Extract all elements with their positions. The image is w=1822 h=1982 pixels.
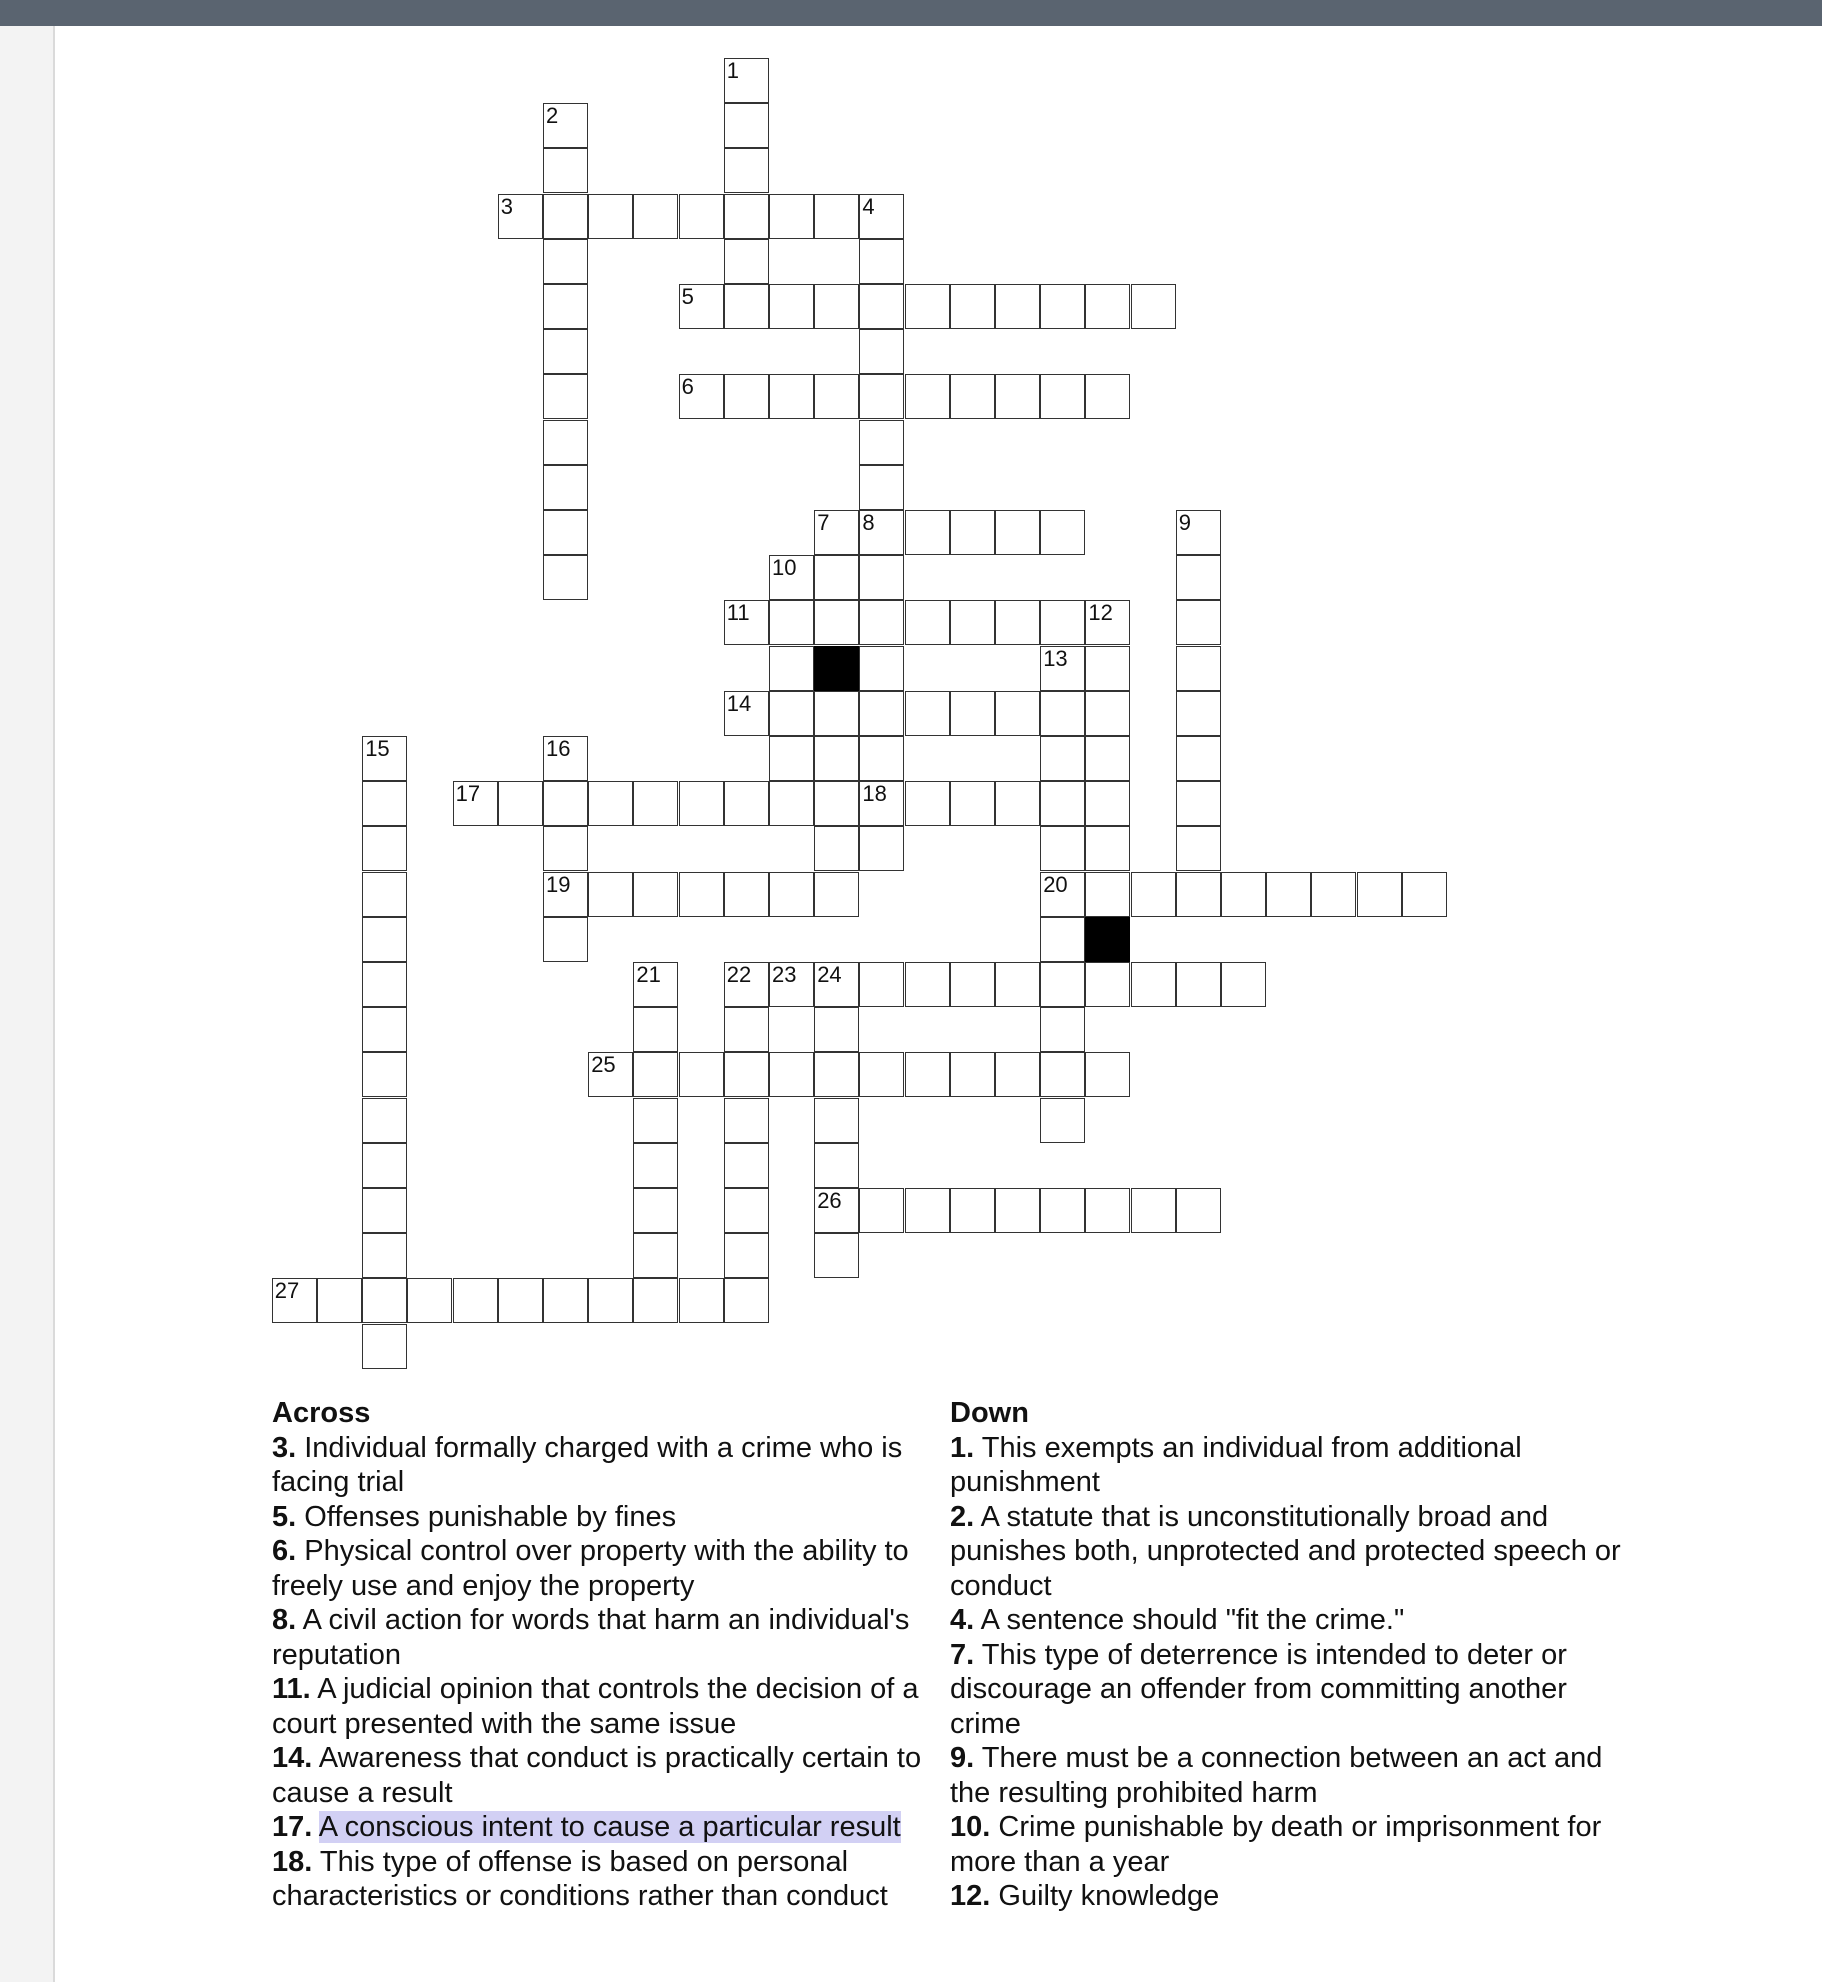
grid-cell[interactable]	[814, 1052, 859, 1097]
clue-number-label: 10	[772, 555, 797, 581]
grid-cell[interactable]	[543, 736, 588, 781]
clue-text: Crime punishable by death or imprisonment for more than a year	[950, 1811, 1602, 1878]
grid-cell[interactable]	[724, 691, 769, 736]
grid-cell[interactable]	[724, 284, 769, 329]
clue-number: 8.	[272, 1604, 297, 1636]
grid-cell[interactable]	[1085, 600, 1130, 645]
grid-cell[interactable]	[633, 1188, 678, 1233]
grid-cell[interactable]	[814, 374, 859, 419]
clue-text: A statute that is unconstitutionally broad and punishes both, unprotected and protected speech or conduct	[950, 1500, 1621, 1602]
grid-cell[interactable]	[362, 1143, 407, 1188]
clue-number-label: 24	[817, 962, 842, 987]
grid-cell[interactable]	[1040, 284, 1085, 329]
grid-cell[interactable]	[724, 1007, 769, 1052]
grid-cell[interactable]	[362, 1188, 407, 1233]
clue-across-8[interactable]	[272, 1603, 952, 1672]
grid-cell[interactable]	[679, 872, 724, 917]
grid-cell[interactable]	[814, 284, 859, 329]
grid-cell[interactable]	[724, 1143, 769, 1188]
clue-text: This type of offense is based on personal characteristics or conditions rather than conduct	[272, 1845, 888, 1912]
grid-cell[interactable]	[588, 872, 633, 917]
clue-number-label: 20	[1043, 871, 1068, 897]
clue-number: 1.	[950, 1431, 975, 1464]
clue-across-17[interactable]	[272, 1810, 952, 1845]
clue-text: Guilty knowledge	[998, 1880, 1220, 1912]
grid-cell[interactable]	[769, 194, 814, 239]
clue-number-label: 17	[455, 781, 481, 807]
grid-cell[interactable]	[814, 1098, 859, 1143]
grid-cell[interactable]	[1085, 962, 1130, 1007]
grid-cell[interactable]	[905, 284, 950, 329]
grid-cell[interactable]	[769, 872, 814, 917]
grid-cell[interactable]	[543, 284, 588, 329]
grid-cell[interactable]	[1085, 781, 1130, 826]
grid-cell[interactable]	[769, 600, 814, 645]
grid-cell[interactable]	[905, 600, 950, 645]
clue-text: This type of deterrence is intended to deter or discourage an offender from committing another crime	[950, 1638, 1567, 1740]
grid-cell[interactable]	[1085, 646, 1130, 691]
grid-cell[interactable]	[1176, 826, 1221, 871]
clue-number-label: 27	[274, 1278, 300, 1304]
clue-text: A civil action for words that harm an individual's reputation	[272, 1604, 910, 1671]
grid-cell[interactable]	[905, 510, 950, 555]
clue-number: 2.	[950, 1500, 975, 1533]
grid-cell[interactable]	[679, 284, 724, 329]
grid-cell[interactable]	[724, 374, 769, 419]
grid-cell[interactable]	[859, 510, 904, 555]
grid-cell[interactable]	[272, 1278, 317, 1323]
grid-cell[interactable]	[724, 1188, 769, 1233]
clue-down-12[interactable]	[950, 1879, 1630, 1914]
grid-cell[interactable]	[950, 600, 995, 645]
grid-cell[interactable]	[633, 1278, 678, 1323]
grid-cell[interactable]	[769, 962, 814, 1007]
clue-number-label: 14	[726, 690, 752, 716]
grid-cell[interactable]	[814, 826, 859, 871]
grid-cell[interactable]	[543, 781, 588, 826]
grid-cell[interactable]	[543, 465, 588, 510]
grid-cell[interactable]	[724, 872, 769, 917]
grid-cell[interactable]	[1040, 510, 1085, 555]
grid-cell[interactable]	[453, 1278, 498, 1323]
grid-cell[interactable]	[814, 1143, 859, 1188]
black-square	[814, 646, 859, 691]
grid-cell[interactable]	[995, 1188, 1040, 1233]
grid-cell[interactable]	[1131, 284, 1176, 329]
grid-cell[interactable]	[633, 872, 678, 917]
grid-cell[interactable]	[859, 781, 904, 826]
clue-down-9[interactable]	[950, 1741, 1630, 1810]
grid-cell[interactable]	[362, 1278, 407, 1323]
clue-number-label: 23	[772, 962, 797, 987]
grid-cell[interactable]	[1131, 872, 1176, 917]
clue-number: 14.	[272, 1742, 313, 1774]
grid-cell[interactable]	[1131, 1188, 1176, 1233]
grid-cell[interactable]	[588, 781, 633, 826]
clue-number: 10.	[950, 1811, 991, 1843]
grid-cell[interactable]	[814, 194, 859, 239]
grid-cell[interactable]	[905, 374, 950, 419]
clue-number-label: 7	[817, 510, 830, 535]
grid-cell[interactable]	[1040, 1007, 1085, 1052]
grid-cell[interactable]	[950, 1052, 995, 1097]
grid-cell[interactable]	[859, 420, 904, 465]
across-clues	[272, 1396, 952, 1914]
grid-cell[interactable]	[1176, 510, 1221, 555]
grid-cell[interactable]	[950, 510, 995, 555]
grid-cell[interactable]	[1040, 646, 1085, 691]
grid-cell[interactable]	[814, 872, 859, 917]
clue-number-label: 4	[862, 193, 875, 219]
grid-cell[interactable]	[1085, 736, 1130, 781]
grid-cell[interactable]	[633, 962, 678, 1007]
grid-cell[interactable]	[724, 600, 769, 645]
grid-cell[interactable]	[1085, 374, 1130, 419]
grid-cell[interactable]	[1040, 826, 1085, 871]
grid-cell[interactable]	[859, 194, 904, 239]
grid-cell[interactable]	[724, 781, 769, 826]
grid-cell[interactable]	[543, 1278, 588, 1323]
grid-cell[interactable]	[1040, 1098, 1085, 1143]
grid-cell[interactable]	[633, 1233, 678, 1278]
grid-cell[interactable]	[453, 781, 498, 826]
clue-number-label: 22	[726, 962, 752, 987]
grid-cell[interactable]	[1085, 284, 1130, 329]
grid-cell[interactable]	[724, 1098, 769, 1143]
grid-cell[interactable]	[1040, 781, 1085, 826]
grid-cell[interactable]	[814, 736, 859, 781]
clue-number-label: 8	[862, 510, 875, 535]
grid-cell[interactable]	[543, 420, 588, 465]
grid-cell[interactable]	[814, 1188, 859, 1233]
grid-cell[interactable]	[1085, 691, 1130, 736]
down-clues	[950, 1396, 1630, 1914]
grid-cell[interactable]	[769, 736, 814, 781]
grid-cell[interactable]	[859, 600, 904, 645]
down-heading: Down	[950, 1397, 1029, 1429]
grid-cell[interactable]	[814, 600, 859, 645]
grid-cell[interactable]	[995, 600, 1040, 645]
grid-cell[interactable]	[543, 374, 588, 419]
clue-down-10[interactable]	[950, 1810, 1630, 1879]
grid-cell[interactable]	[362, 1233, 407, 1278]
grid-cell[interactable]	[1176, 962, 1221, 1007]
grid-cell[interactable]	[859, 284, 904, 329]
grid-cell[interactable]	[769, 691, 814, 736]
grid-cell[interactable]	[407, 1278, 452, 1323]
clue-down-4[interactable]	[950, 1603, 1630, 1638]
grid-cell[interactable]	[905, 781, 950, 826]
clue-across-18[interactable]	[272, 1845, 952, 1914]
grid-cell[interactable]	[1176, 781, 1221, 826]
grid-cell[interactable]	[724, 194, 769, 239]
grid-cell[interactable]	[1085, 1188, 1130, 1233]
grid-cell[interactable]	[543, 917, 588, 962]
grid-cell[interactable]	[950, 781, 995, 826]
grid-cell[interactable]	[317, 1278, 362, 1323]
grid-cell[interactable]	[498, 194, 543, 239]
grid-cell[interactable]	[905, 1188, 950, 1233]
grid-cell[interactable]	[859, 1052, 904, 1097]
grid-cell[interactable]	[633, 1052, 678, 1097]
grid-cell[interactable]	[633, 781, 678, 826]
grid-cell[interactable]	[859, 1188, 904, 1233]
grid-cell[interactable]	[543, 239, 588, 284]
grid-cell[interactable]	[1221, 962, 1266, 1007]
grid-cell[interactable]	[543, 510, 588, 555]
grid-cell[interactable]	[543, 555, 588, 600]
grid-cell[interactable]	[724, 103, 769, 148]
grid-cell[interactable]	[905, 1052, 950, 1097]
grid-cell[interactable]	[1040, 1188, 1085, 1233]
grid-cell[interactable]	[362, 1007, 407, 1052]
grid-cell[interactable]	[362, 962, 407, 1007]
grid-cell[interactable]	[724, 1233, 769, 1278]
grid-cell[interactable]	[859, 646, 904, 691]
grid-cell[interactable]	[1176, 646, 1221, 691]
clue-number-label: 25	[591, 1052, 616, 1078]
grid-cell[interactable]	[1221, 872, 1266, 917]
grid-cell[interactable]	[859, 691, 904, 736]
grid-cell[interactable]	[859, 736, 904, 781]
grid-cell[interactable]	[995, 1052, 1040, 1097]
grid-cell[interactable]	[1040, 736, 1085, 781]
clue-text: This exempts an individual from additional punishment	[950, 1431, 1522, 1498]
grid-cell[interactable]	[724, 239, 769, 284]
grid-cell[interactable]	[724, 1278, 769, 1323]
grid-cell[interactable]	[1085, 872, 1130, 917]
clue-down-7[interactable]	[950, 1638, 1630, 1742]
clue-number-label: 6	[681, 374, 694, 400]
grid-cell[interactable]	[859, 239, 904, 284]
grid-cell[interactable]	[724, 148, 769, 193]
clue-number-label: 13	[1043, 645, 1068, 671]
grid-cell[interactable]	[950, 284, 995, 329]
clue-number-label: 12	[1088, 600, 1113, 626]
grid-cell[interactable]	[362, 872, 407, 917]
grid-cell[interactable]	[814, 1233, 859, 1278]
clue-text: Physical control over property with the ability to freely use and enjoy the property	[272, 1535, 909, 1602]
across-heading: Across	[272, 1397, 371, 1429]
grid-cell[interactable]	[679, 1278, 724, 1323]
clue-across-5[interactable]	[272, 1500, 952, 1535]
grid-cell[interactable]	[859, 465, 904, 510]
grid-cell[interactable]	[859, 329, 904, 374]
grid-cell[interactable]	[362, 1052, 407, 1097]
grid-cell[interactable]	[1040, 1052, 1085, 1097]
grid-cell[interactable]	[814, 1007, 859, 1052]
clue-number-label: 15	[365, 736, 390, 761]
grid-cell[interactable]	[362, 1098, 407, 1143]
grid-cell[interactable]	[362, 826, 407, 871]
grid-cell[interactable]	[995, 691, 1040, 736]
grid-cell[interactable]	[724, 1052, 769, 1097]
clue-text: Offenses punishable by fines	[304, 1500, 677, 1533]
clue-number: 9.	[950, 1742, 975, 1774]
grid-cell[interactable]	[362, 781, 407, 826]
grid-cell[interactable]	[1176, 691, 1221, 736]
clue-number: 18.	[272, 1845, 313, 1878]
grid-cell[interactable]	[995, 374, 1040, 419]
grid-cell[interactable]	[769, 284, 814, 329]
grid-cell[interactable]	[859, 962, 904, 1007]
clue-text: Individual formally charged with a crime who is facing trial	[272, 1431, 903, 1498]
grid-cell[interactable]	[679, 194, 724, 239]
grid-cell[interactable]	[362, 917, 407, 962]
clue-number-label: 9	[1178, 510, 1192, 535]
grid-cell[interactable]	[814, 781, 859, 826]
grid-cell[interactable]	[543, 148, 588, 193]
clue-number: 12.	[950, 1880, 991, 1912]
grid-cell[interactable]	[769, 1052, 814, 1097]
grid-cell[interactable]	[543, 329, 588, 374]
clue-text-selected: A conscious intent to cause a particular result	[318, 1811, 901, 1843]
grid-cell[interactable]	[1040, 600, 1085, 645]
grid-cell[interactable]	[859, 826, 904, 871]
grid-cell[interactable]	[769, 646, 814, 691]
grid-cell[interactable]	[1040, 917, 1085, 962]
grid-cell[interactable]	[995, 510, 1040, 555]
grid-cell[interactable]	[995, 962, 1040, 1007]
grid-cell[interactable]	[769, 374, 814, 419]
grid-cell[interactable]	[679, 1052, 724, 1097]
grid-cell[interactable]	[814, 555, 859, 600]
clue-across-3[interactable]	[272, 1431, 952, 1500]
grid-cell[interactable]	[905, 962, 950, 1007]
clue-number-label: 19	[546, 871, 571, 897]
grid-cell[interactable]	[543, 872, 588, 917]
grid-cell[interactable]	[950, 962, 995, 1007]
grid-cell[interactable]	[1085, 826, 1130, 871]
grid-cell[interactable]	[859, 374, 904, 419]
clue-across-14[interactable]	[272, 1741, 952, 1810]
grid-cell[interactable]	[814, 962, 859, 1007]
grid-cell[interactable]	[362, 1324, 407, 1369]
clue-number: 17.	[272, 1811, 313, 1843]
clue-number-label: 5	[681, 284, 694, 309]
grid-cell[interactable]	[814, 691, 859, 736]
grid-cell[interactable]	[543, 826, 588, 871]
clue-down-1[interactable]	[950, 1431, 1630, 1500]
grid-cell[interactable]	[633, 194, 678, 239]
grid-cell[interactable]	[905, 691, 950, 736]
grid-cell[interactable]	[769, 555, 814, 600]
clue-number-label: 21	[636, 962, 661, 987]
grid-cell[interactable]	[633, 1007, 678, 1052]
grid-cell[interactable]	[1131, 962, 1176, 1007]
grid-cell[interactable]	[1176, 872, 1221, 917]
grid-cell[interactable]	[1176, 1188, 1221, 1233]
grid-cell[interactable]	[1040, 872, 1085, 917]
grid-cell[interactable]	[633, 1098, 678, 1143]
clue-down-2[interactable]	[950, 1500, 1630, 1604]
grid-cell[interactable]	[1402, 872, 1447, 917]
grid-cell[interactable]	[1085, 1052, 1130, 1097]
grid-cell[interactable]	[995, 284, 1040, 329]
grid-cell[interactable]	[950, 1188, 995, 1233]
clue-number-label: 11	[726, 600, 750, 626]
grid-cell[interactable]	[588, 194, 633, 239]
grid-cell[interactable]	[679, 374, 724, 419]
grid-cell[interactable]	[633, 1143, 678, 1188]
black-square	[1085, 917, 1130, 962]
clue-across-6[interactable]	[272, 1534, 952, 1603]
grid-cell[interactable]	[950, 691, 995, 736]
clue-number-label: 1	[726, 58, 740, 83]
grid-cell[interactable]	[362, 736, 407, 781]
grid-cell[interactable]	[1176, 555, 1221, 600]
clue-number-label: 2	[546, 103, 559, 129]
grid-cell[interactable]	[588, 1052, 633, 1097]
clue-text: There must be a connection between an act and the resulting prohibited harm	[950, 1742, 1603, 1809]
grid-cell[interactable]	[769, 781, 814, 826]
grid-cell[interactable]	[498, 781, 543, 826]
clue-number: 5.	[272, 1500, 297, 1533]
grid-cell[interactable]	[1311, 872, 1356, 917]
grid-cell[interactable]	[724, 58, 769, 103]
grid-cell[interactable]	[588, 1278, 633, 1323]
clue-number: 4.	[950, 1604, 975, 1636]
grid-cell[interactable]	[679, 781, 724, 826]
clue-text: Awareness that conduct is practically certain to cause a result	[272, 1742, 922, 1809]
grid-cell[interactable]	[950, 374, 995, 419]
clue-number: 3.	[272, 1431, 297, 1464]
clue-number: 7.	[950, 1638, 975, 1671]
clue-number: 6.	[272, 1535, 297, 1567]
grid-cell[interactable]	[859, 555, 904, 600]
clue-number-label: 26	[817, 1188, 842, 1213]
clue-number-label: 18	[862, 781, 887, 807]
grid-cell[interactable]	[1176, 600, 1221, 645]
grid-cell[interactable]	[498, 1278, 543, 1323]
clue-number-label: 16	[546, 736, 571, 761]
grid-cell[interactable]	[814, 510, 859, 555]
clue-number: 11.	[272, 1673, 311, 1705]
clue-text: A sentence should "fit the crime."	[980, 1604, 1405, 1636]
grid-cell[interactable]	[995, 781, 1040, 826]
clue-text: A judicial opinion that controls the decision of a court presented with the same issue	[272, 1673, 919, 1740]
grid-cell[interactable]	[1040, 374, 1085, 419]
grid-cell[interactable]	[1040, 962, 1085, 1007]
clue-number-label: 3	[500, 193, 514, 219]
grid-cell[interactable]	[724, 962, 769, 1007]
grid-cell[interactable]	[1176, 736, 1221, 781]
grid-cell[interactable]	[1040, 691, 1085, 736]
grid-cell[interactable]	[543, 194, 588, 239]
clue-across-11[interactable]	[272, 1672, 952, 1741]
grid-cell[interactable]	[1266, 872, 1311, 917]
grid-cell[interactable]	[543, 103, 588, 148]
grid-cell[interactable]	[1357, 872, 1402, 917]
